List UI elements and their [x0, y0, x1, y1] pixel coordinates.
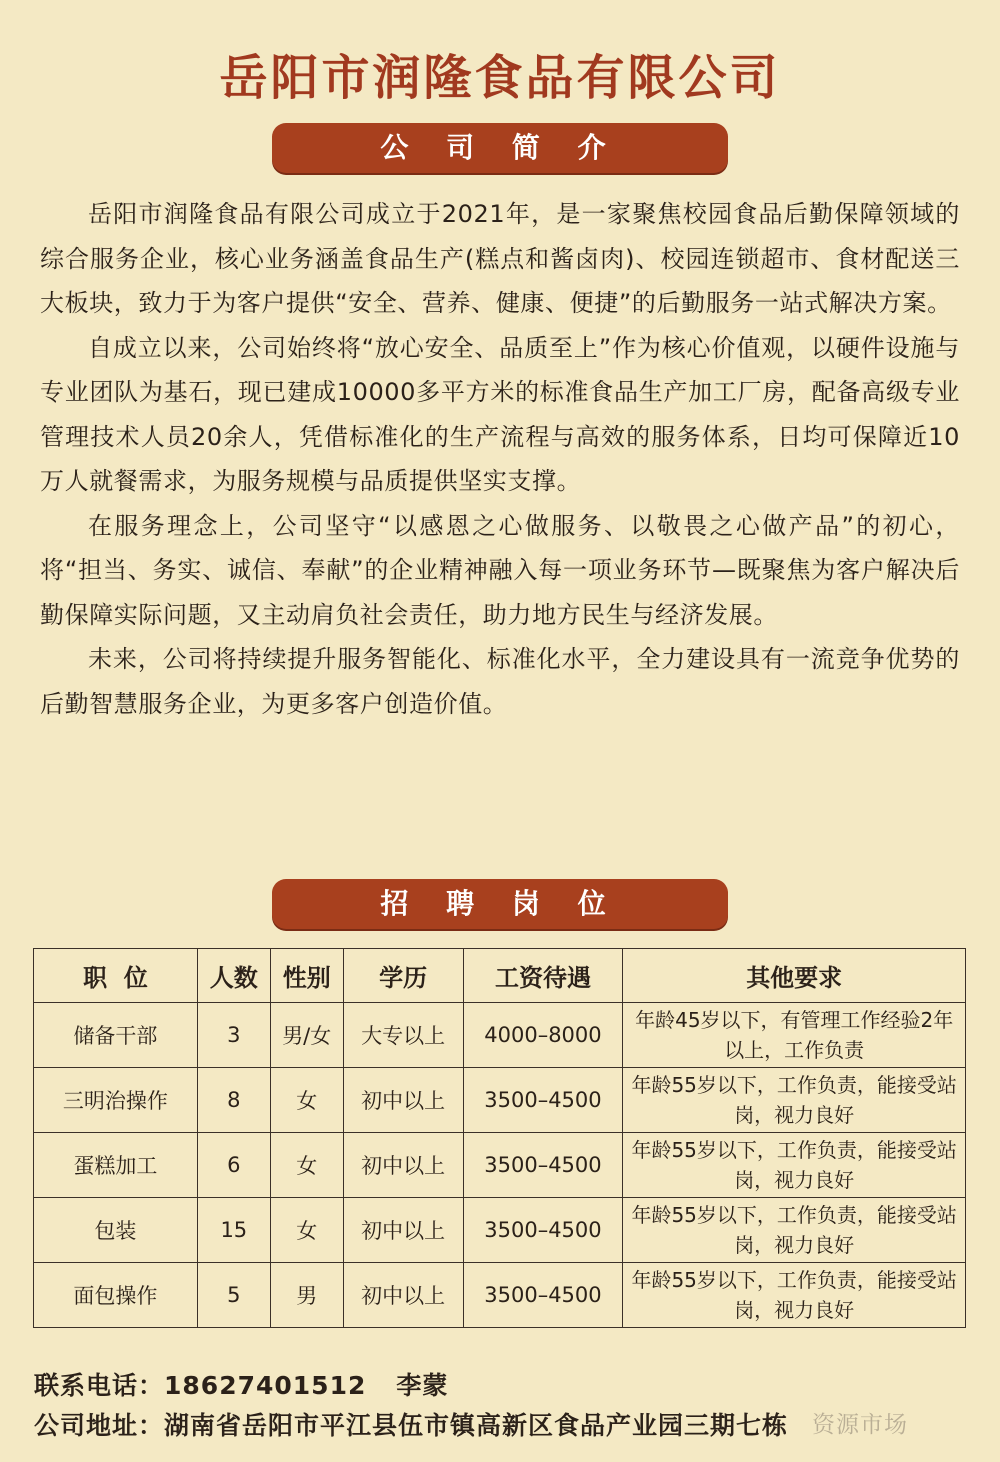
cell-gender: 女 [270, 1133, 343, 1198]
cell-requirements: 年龄55岁以下，工作负责，能接受站岗，视力良好 [623, 1263, 966, 1328]
cell-position: 储备干部 [34, 1003, 198, 1068]
cell-position: 面包操作 [34, 1263, 198, 1328]
cell-count: 5 [197, 1263, 270, 1328]
address-label: 公司地址： [34, 1411, 165, 1440]
cell-salary: 4000–8000 [463, 1003, 623, 1068]
cell-requirements: 年龄45岁以下，有管理工作经验2年以上，工作负责 [623, 1003, 966, 1068]
header-salary: 工资待遇 [463, 949, 623, 1003]
section-heading-intro: 公 司 简 介 [272, 123, 728, 173]
table-row [34, 1068, 966, 1133]
cell-count: 8 [197, 1068, 270, 1133]
header-education: 学历 [343, 949, 463, 1003]
cell-education: 初中以上 [343, 1263, 463, 1328]
header-count: 人数 [197, 949, 270, 1003]
cell-count: 3 [197, 1003, 270, 1068]
cell-gender: 女 [270, 1198, 343, 1263]
table-row [34, 1133, 966, 1198]
cell-education: 初中以上 [343, 1133, 463, 1198]
contact-phone-line [34, 1366, 448, 1402]
table-row [34, 1198, 966, 1263]
section-heading-jobs: 招 聘 岗 位 [272, 879, 728, 929]
header-gender: 性别 [270, 949, 343, 1003]
phone-number[interactable]: 18627401512 [164, 1371, 367, 1400]
header-requirements: 其他要求 [623, 949, 966, 1003]
header-position: 职 位 [34, 949, 198, 1003]
cell-count: 15 [197, 1198, 270, 1263]
table-header-row [34, 949, 966, 1003]
cell-education: 大专以上 [343, 1003, 463, 1068]
cell-position: 包装 [34, 1198, 198, 1263]
cell-requirements: 年龄55岁以下，工作负责，能接受站岗，视力良好 [623, 1198, 966, 1263]
cell-gender: 女 [270, 1068, 343, 1133]
cell-position: 三明治操作 [34, 1068, 198, 1133]
cell-education: 初中以上 [343, 1198, 463, 1263]
watermark-text: 资源市场 [812, 1412, 908, 1438]
table-row [34, 1263, 966, 1328]
intro-paragraph: 自成立以来，公司始终将“放心安全、品质至上”作为核心价值观，以硬件设施与专业团队为基石，现已建成10000多平方米的标准食品生产加工厂房，配备高级专业管理技术人员20余人，凭借标准化的生产流程与高效的服务体系，日均可保障近10万人就餐需求，为服务规模与品质提供坚实支撑。 [40, 333, 960, 495]
cell-salary: 3500–4500 [463, 1133, 623, 1198]
intro-paragraph: 未来，公司将持续提升服务智能化、标准化水平，全力建设具有一流竞争优势的后勤智慧服务企业，为更多客户创造价值。 [40, 645, 960, 718]
contact-person: 李蒙 [396, 1371, 449, 1400]
cell-salary: 3500–4500 [463, 1198, 623, 1263]
cell-education: 初中以上 [343, 1068, 463, 1133]
cell-requirements: 年龄55岁以下，工作负责，能接受站岗，视力良好 [623, 1068, 966, 1133]
cell-salary: 3500–4500 [463, 1068, 623, 1133]
intro-paragraph: 在服务理念上，公司坚守“以感恩之心做服务、以敬畏之心做产品”的初心，将“担当、务实、诚信、奉献”的企业精神融入每一项业务环节—既聚焦为客户解决后勤保障实际问题，又主动肩负社会责任，助力地方民生与经济发展。 [40, 511, 960, 629]
job-table [33, 948, 966, 1328]
cell-position: 蛋糕加工 [34, 1133, 198, 1198]
cell-gender: 男/女 [270, 1003, 343, 1068]
intro-paragraph: 岳阳市润隆食品有限公司成立于2021年，是一家聚焦校园食品后勤保障领域的综合服务企业，核心业务涵盖食品生产(糕点和酱卤肉)、校园连锁超市、食材配送三大板块，致力于为客户提供“安全、营养、健康、便捷”的后勤服务一站式解决方案。 [40, 200, 960, 317]
cell-salary: 3500–4500 [463, 1263, 623, 1328]
cell-count: 6 [197, 1133, 270, 1198]
address-text: 湖南省岳阳市平江县伍市镇高新区食品产业园三期七栋 [164, 1411, 789, 1440]
table-row [34, 1003, 966, 1068]
cell-gender: 男 [270, 1263, 343, 1328]
company-title: 岳阳市润隆食品有限公司 [219, 50, 781, 106]
company-intro [40, 192, 960, 726]
phone-label: 联系电话： [34, 1371, 165, 1400]
contact-address-line [34, 1406, 788, 1442]
cell-requirements: 年龄55岁以下，工作负责，能接受站岗，视力良好 [623, 1133, 966, 1198]
